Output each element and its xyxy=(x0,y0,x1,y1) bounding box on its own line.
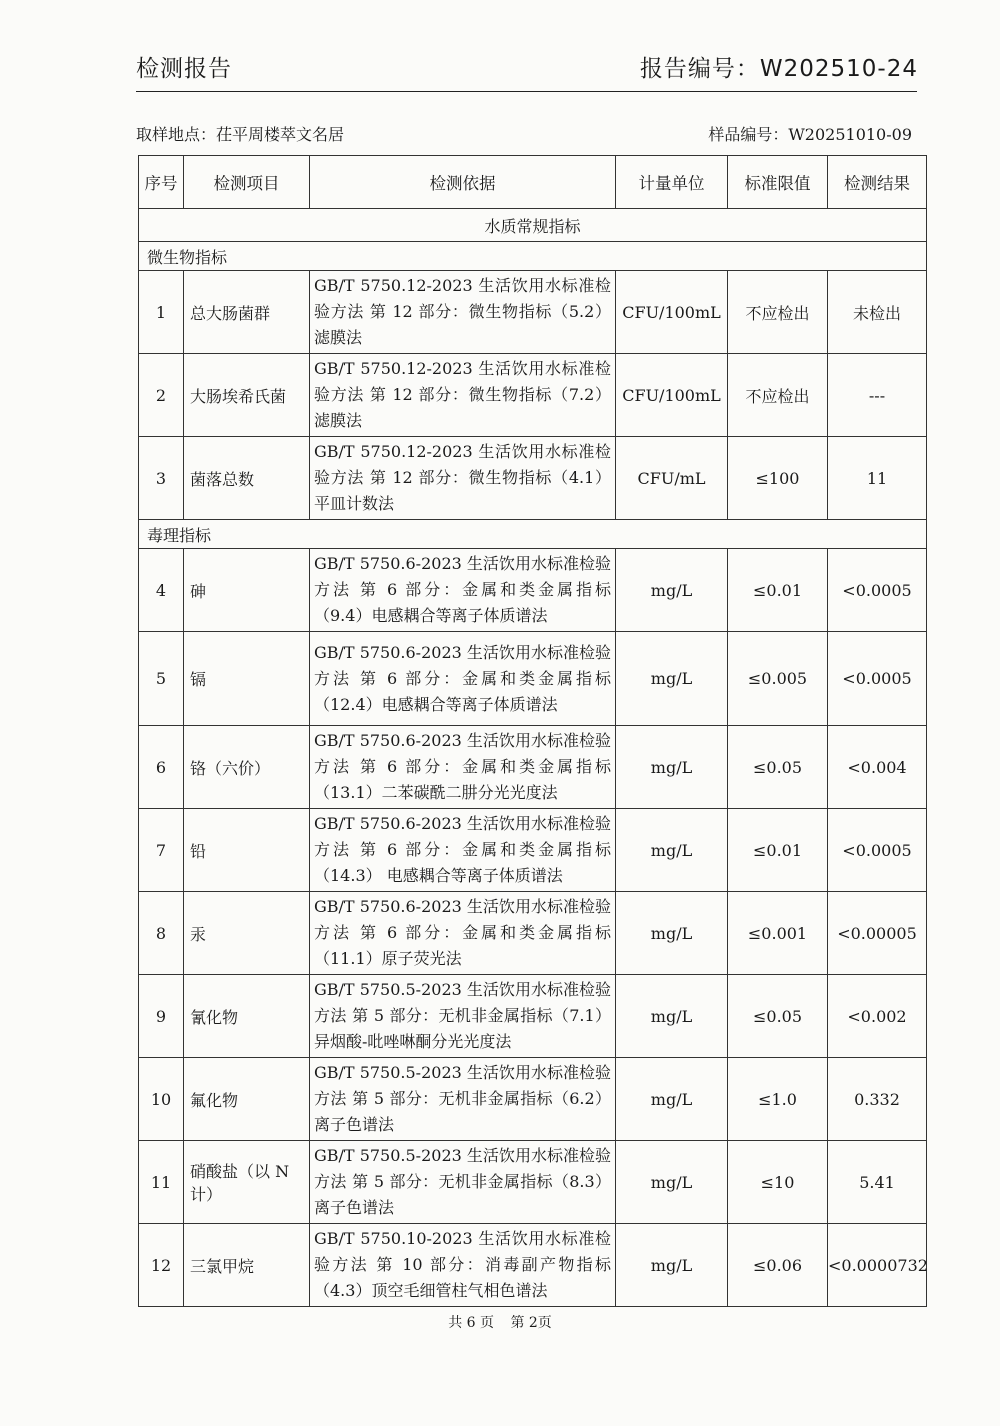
row-result: <0.0005 xyxy=(828,632,927,726)
group-row xyxy=(139,242,927,271)
row-limit: ≤100 xyxy=(728,437,828,520)
row-number: 4 xyxy=(139,549,184,632)
row-basis: GB/T 5750.6-2023 生活饮用水标准检验方法 第 6 部分：金属和类金属指标（14.3） 电感耦合等离子体质谱法 xyxy=(310,809,616,892)
row-number: 5 xyxy=(139,632,184,726)
group-label: 毒理指标 xyxy=(139,520,927,549)
row-basis: GB/T 5750.6-2023 生活饮用水标准检验方法 第 6 部分：金属和类金属指标（12.4）电感耦合等离子体质谱法 xyxy=(310,632,616,726)
row-basis: GB/T 5750.6-2023 生活饮用水标准检验方法 第 6 部分：金属和类金属指标（11.1）原子荧光法 xyxy=(310,892,616,975)
table-row xyxy=(139,271,927,354)
row-basis: GB/T 5750.12-2023 生活饮用水标准检验方法 第 12 部分：微生物指标（7.2）滤膜法 xyxy=(310,354,616,437)
page-footer xyxy=(0,1312,1000,1332)
row-unit: mg/L xyxy=(616,892,728,975)
current-page: 第 2页 xyxy=(510,1315,552,1331)
row-number: 3 xyxy=(139,437,184,520)
row-unit: CFU/100mL xyxy=(616,271,728,354)
row-result: <0.00005 xyxy=(828,892,927,975)
table-row xyxy=(139,809,927,892)
row-basis: GB/T 5750.5-2023 生活饮用水标准检验方法 第 5 部分：无机非金属指标（8.3）离子色谱法 xyxy=(310,1141,616,1224)
row-number: 6 xyxy=(139,726,184,809)
row-limit: ≤0.01 xyxy=(728,809,828,892)
table-row xyxy=(139,549,927,632)
row-unit: CFU/mL xyxy=(616,437,728,520)
row-number: 2 xyxy=(139,354,184,437)
row-result: <0.004 xyxy=(828,726,927,809)
sample-number: 样品编号：W20251010-09 xyxy=(708,125,912,144)
table-row xyxy=(139,354,927,437)
results-table xyxy=(138,155,927,1307)
row-basis: GB/T 5750.12-2023 生活饮用水标准检验方法 第 12 部分：微生物指标（4.1）平皿计数法 xyxy=(310,437,616,520)
row-number: 7 xyxy=(139,809,184,892)
row-number: 1 xyxy=(139,271,184,354)
row-number: 10 xyxy=(139,1058,184,1141)
row-result: <0.0005 xyxy=(828,809,927,892)
section-title: 水质常规指标 xyxy=(139,209,927,242)
table-row xyxy=(139,437,927,520)
report-title: 检测报告 xyxy=(136,56,232,82)
row-item: 硝酸盐（以 N 计） xyxy=(184,1141,310,1224)
row-number: 8 xyxy=(139,892,184,975)
row-unit: mg/L xyxy=(616,1224,728,1307)
row-unit: mg/L xyxy=(616,975,728,1058)
row-item: 大肠埃希氏菌 xyxy=(184,354,310,437)
row-basis: GB/T 5750.5-2023 生活饮用水标准检验方法 第 5 部分：无机非金属指标（6.2）离子色谱法 xyxy=(310,1058,616,1141)
row-limit: ≤10 xyxy=(728,1141,828,1224)
row-result: <0.002 xyxy=(828,975,927,1058)
row-unit: CFU/100mL xyxy=(616,354,728,437)
row-unit: mg/L xyxy=(616,1141,728,1224)
row-limit: ≤0.01 xyxy=(728,549,828,632)
table-row xyxy=(139,1058,927,1141)
col-header-limit: 标准限值 xyxy=(728,156,828,209)
col-header-unit: 计量单位 xyxy=(616,156,728,209)
row-unit: mg/L xyxy=(616,726,728,809)
row-result: 5.41 xyxy=(828,1141,927,1224)
row-item: 铬（六价） xyxy=(184,726,310,809)
header-divider xyxy=(136,91,917,92)
row-item: 菌落总数 xyxy=(184,437,310,520)
row-basis: GB/T 5750.6-2023 生活饮用水标准检验方法 第 6 部分：金属和类金属指标（13.1）二苯碳酰二肼分光光度法 xyxy=(310,726,616,809)
row-unit: mg/L xyxy=(616,809,728,892)
report-number: 报告编号：W202510-24 xyxy=(639,56,918,82)
row-basis: GB/T 5750.6-2023 生活饮用水标准检验方法 第 6 部分：金属和类金属指标（9.4）电感耦合等离子体质谱法 xyxy=(310,549,616,632)
col-header-result: 检测结果 xyxy=(828,156,927,209)
row-limit: ≤0.005 xyxy=(728,632,828,726)
table-header-row xyxy=(139,156,927,209)
section-row xyxy=(139,209,927,242)
row-limit: ≤0.06 xyxy=(728,1224,828,1307)
row-result: 0.332 xyxy=(828,1058,927,1141)
table-row xyxy=(139,1141,927,1224)
row-result: 未检出 xyxy=(828,271,927,354)
row-item: 镉 xyxy=(184,632,310,726)
group-row xyxy=(139,520,927,549)
row-unit: mg/L xyxy=(616,632,728,726)
row-result: <0.0000732 xyxy=(828,1224,927,1307)
row-result: --- xyxy=(828,354,927,437)
group-label: 微生物指标 xyxy=(139,242,927,271)
col-header-item: 检测项目 xyxy=(184,156,310,209)
row-limit: ≤0.001 xyxy=(728,892,828,975)
table-row xyxy=(139,892,927,975)
row-unit: mg/L xyxy=(616,549,728,632)
row-number: 11 xyxy=(139,1141,184,1224)
table-row xyxy=(139,632,927,726)
row-basis: GB/T 5750.10-2023 生活饮用水标准检验方法 第 10 部分：消毒副产物指标（4.3）顶空毛细管柱气相色谱法 xyxy=(310,1224,616,1307)
row-item: 氰化物 xyxy=(184,975,310,1058)
table-row xyxy=(139,1224,927,1307)
row-result: 11 xyxy=(828,437,927,520)
row-item: 氟化物 xyxy=(184,1058,310,1141)
row-item: 砷 xyxy=(184,549,310,632)
row-limit: ≤0.05 xyxy=(728,726,828,809)
col-header-basis: 检测依据 xyxy=(310,156,616,209)
row-result: <0.0005 xyxy=(828,549,927,632)
row-item: 汞 xyxy=(184,892,310,975)
row-item: 三氯甲烷 xyxy=(184,1224,310,1307)
table-row xyxy=(139,975,927,1058)
row-limit: 不应检出 xyxy=(728,271,828,354)
row-basis: GB/T 5750.12-2023 生活饮用水标准检验方法 第 12 部分：微生物指标（5.2）滤膜法 xyxy=(310,271,616,354)
row-limit: 不应检出 xyxy=(728,354,828,437)
table-row xyxy=(139,726,927,809)
row-item: 总大肠菌群 xyxy=(184,271,310,354)
row-number: 9 xyxy=(139,975,184,1058)
row-unit: mg/L xyxy=(616,1058,728,1141)
col-header-no: 序号 xyxy=(139,156,184,209)
row-number: 12 xyxy=(139,1224,184,1307)
row-item: 铅 xyxy=(184,809,310,892)
total-pages: 共 6 页 xyxy=(448,1315,494,1331)
row-limit: ≤1.0 xyxy=(728,1058,828,1141)
row-basis: GB/T 5750.5-2023 生活饮用水标准检验方法 第 5 部分：无机非金属指标（7.1）异烟酸-吡唑啉酮分光光度法 xyxy=(310,975,616,1058)
row-limit: ≤0.05 xyxy=(728,975,828,1058)
sampling-site: 取样地点：茌平周楼萃文名居 xyxy=(136,125,345,144)
